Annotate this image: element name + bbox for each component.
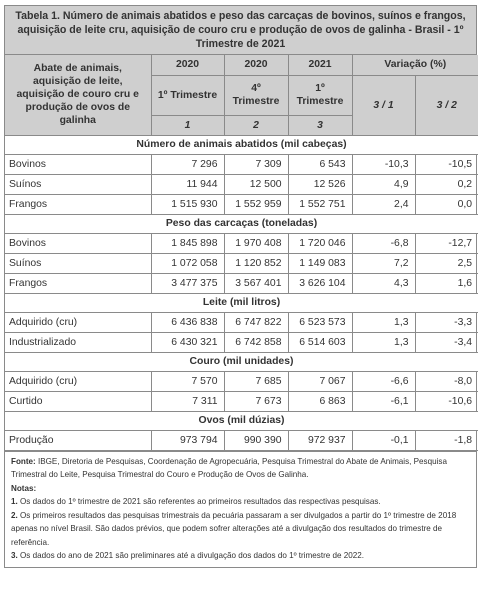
cell-2020-q1: 1 845 898 [151, 233, 224, 253]
table-row [5, 233, 478, 253]
cell-variation-3-1: -6,8 [352, 233, 415, 253]
cell-variation-3-2: 1,6 [415, 273, 478, 293]
row-label: Suínos [5, 253, 151, 273]
table-row [5, 312, 478, 332]
cell-variation-3-2: -12,7 [415, 233, 478, 253]
row-label: Bovinos [5, 233, 151, 253]
cell-2020-q4: 7 309 [224, 154, 288, 174]
cell-variation-3-1: 1,3 [352, 312, 415, 332]
cell-2020-q4: 3 567 401 [224, 273, 288, 293]
cell-2020-q4: 1 120 852 [224, 253, 288, 273]
cell-2020-q4: 6 747 822 [224, 312, 288, 332]
header-quarter-2: 4º Trimestre [224, 75, 288, 115]
table-row [5, 430, 478, 450]
header-index-1: 1 [151, 115, 224, 135]
table-notes [5, 451, 476, 567]
cell-variation-3-2: -3,3 [415, 312, 478, 332]
header-year-3: 2021 [288, 55, 352, 75]
cell-variation-3-2: 0,0 [415, 194, 478, 214]
cell-2021-q1: 6 523 573 [288, 312, 352, 332]
cell-variation-3-1: -0,1 [352, 430, 415, 450]
cell-variation-3-2: 2,5 [415, 253, 478, 273]
row-label: Produção [5, 430, 151, 450]
row-label: Suínos [5, 174, 151, 194]
section-title: Couro (mil unidades) [5, 352, 478, 371]
row-label: Frangos [5, 194, 151, 214]
cell-variation-3-2: -3,4 [415, 332, 478, 352]
cell-2020-q4: 1 970 408 [224, 233, 288, 253]
section-title: Leite (mil litros) [5, 293, 478, 312]
cell-2020-q1: 1 072 058 [151, 253, 224, 273]
table-row [5, 253, 478, 273]
note-item-1: 1. Os dados do 1º trimestre de 2021 são referentes ao primeiros resultados das respectivas pesquisas. [11, 497, 381, 506]
header-quarter-1: 1º Trimestre [151, 75, 224, 115]
cell-2020-q1: 6 436 838 [151, 312, 224, 332]
cell-variation-3-1: 2,4 [352, 194, 415, 214]
data-table-panel [4, 5, 477, 568]
cell-variation-3-2: -10,6 [415, 391, 478, 411]
section-header-row [5, 135, 478, 154]
table-body [5, 135, 478, 450]
section-header-row [5, 293, 478, 312]
cell-2021-q1: 6 514 603 [288, 332, 352, 352]
cell-2020-q4: 990 390 [224, 430, 288, 450]
cell-variation-3-2: -8,0 [415, 371, 478, 391]
data-table [5, 55, 478, 451]
cell-variation-3-1: 7,2 [352, 253, 415, 273]
cell-2020-q4: 7 673 [224, 391, 288, 411]
section-title: Número de animais abatidos (mil cabeças) [5, 135, 478, 154]
cell-2021-q1: 7 067 [288, 371, 352, 391]
table-row [5, 273, 478, 293]
cell-2020-q1: 7 570 [151, 371, 224, 391]
cell-variation-3-1: -10,3 [352, 154, 415, 174]
source-label: Fonte: [11, 456, 36, 466]
table-row [5, 154, 478, 174]
cell-2021-q1: 3 626 104 [288, 273, 352, 293]
cell-2021-q1: 6 863 [288, 391, 352, 411]
table-row [5, 174, 478, 194]
section-header-row [5, 352, 478, 371]
header-variation: Variação (%) [352, 55, 478, 75]
header-ratio-3-1: 3 / 1 [352, 75, 415, 135]
row-label: Industrializado [5, 332, 151, 352]
cell-variation-3-2: -1,8 [415, 430, 478, 450]
cell-2020-q1: 3 477 375 [151, 273, 224, 293]
cell-2021-q1: 1 720 046 [288, 233, 352, 253]
header-year-1: 2020 [151, 55, 224, 75]
table-row [5, 332, 478, 352]
header-quarter-3: 1º Trimestre [288, 75, 352, 115]
notes-heading: Notas: [11, 483, 37, 493]
cell-2020-q4: 12 500 [224, 174, 288, 194]
cell-variation-3-1: 4,9 [352, 174, 415, 194]
cell-2020-q1: 7 311 [151, 391, 224, 411]
section-title: Peso das carcaças (toneladas) [5, 214, 478, 233]
cell-2020-q1: 973 794 [151, 430, 224, 450]
cell-2021-q1: 1 149 083 [288, 253, 352, 273]
section-header-row [5, 411, 478, 430]
row-label: Bovinos [5, 154, 151, 174]
table-row [5, 371, 478, 391]
section-title: Ovos (mil dúzias) [5, 411, 478, 430]
note-item-2: 2. Os primeiros resultados das pesquisas trimestrais da pecuária passaram a ser divulgados a partir do 1º trimestre de 2018 apenas no nível Brasil. São dados prévios, que podem sofrer alterações até a divulgação dos resultados do trimestre de referência. [11, 510, 457, 547]
cell-2021-q1: 972 937 [288, 430, 352, 450]
cell-variation-3-2: 0,2 [415, 174, 478, 194]
cell-variation-3-1: -6,6 [352, 371, 415, 391]
header-ratio-3-2: 3 / 2 [415, 75, 478, 135]
cell-variation-3-1: 1,3 [352, 332, 415, 352]
header-row-label: Abate de animais, aquisição de leite, aquisição de couro cru e produção de ovos de galinha [5, 55, 151, 135]
cell-2021-q1: 12 526 [288, 174, 352, 194]
row-label: Frangos [5, 273, 151, 293]
cell-2020-q1: 7 296 [151, 154, 224, 174]
header-index-2: 2 [224, 115, 288, 135]
row-label: Curtido [5, 391, 151, 411]
cell-variation-3-1: 4,3 [352, 273, 415, 293]
cell-variation-3-1: -6,1 [352, 391, 415, 411]
cell-2021-q1: 1 552 751 [288, 194, 352, 214]
header-index-3: 3 [288, 115, 352, 135]
source-text: IBGE, Diretoria de Pesquisas, Coordenação de Agropecuária, Pesquisa Trimestral do Abate de Animais, Pesquisa Trimestral do Leite, Pesquisa Trimestral do Couro e Produção de Ovos de Galinha. [11, 456, 447, 479]
table-row [5, 194, 478, 214]
source-note [11, 455, 470, 482]
table-row [5, 391, 478, 411]
cell-2020-q4: 6 742 858 [224, 332, 288, 352]
note-item-3: 3. Os dados do ano de 2021 são preliminares até a divulgação dos dados do 1º trimestre de 2022. [11, 551, 365, 560]
table-title: Tabela 1. Número de animais abatidos e peso das carcaças de bovinos, suínos e frangos, aquisição de leite cru, aquisição de couro cru e produção de ovos de galinha - Brasil - 1º Trimestre de 2021 [5, 6, 476, 55]
cell-2020-q1: 6 430 321 [151, 332, 224, 352]
cell-2020-q4: 1 552 959 [224, 194, 288, 214]
header-year-2: 2020 [224, 55, 288, 75]
cell-2020-q4: 7 685 [224, 371, 288, 391]
row-label: Adquirido (cru) [5, 371, 151, 391]
section-header-row [5, 214, 478, 233]
cell-2021-q1: 6 543 [288, 154, 352, 174]
cell-2020-q1: 11 944 [151, 174, 224, 194]
cell-2020-q1: 1 515 930 [151, 194, 224, 214]
row-label: Adquirido (cru) [5, 312, 151, 332]
cell-variation-3-2: -10,5 [415, 154, 478, 174]
